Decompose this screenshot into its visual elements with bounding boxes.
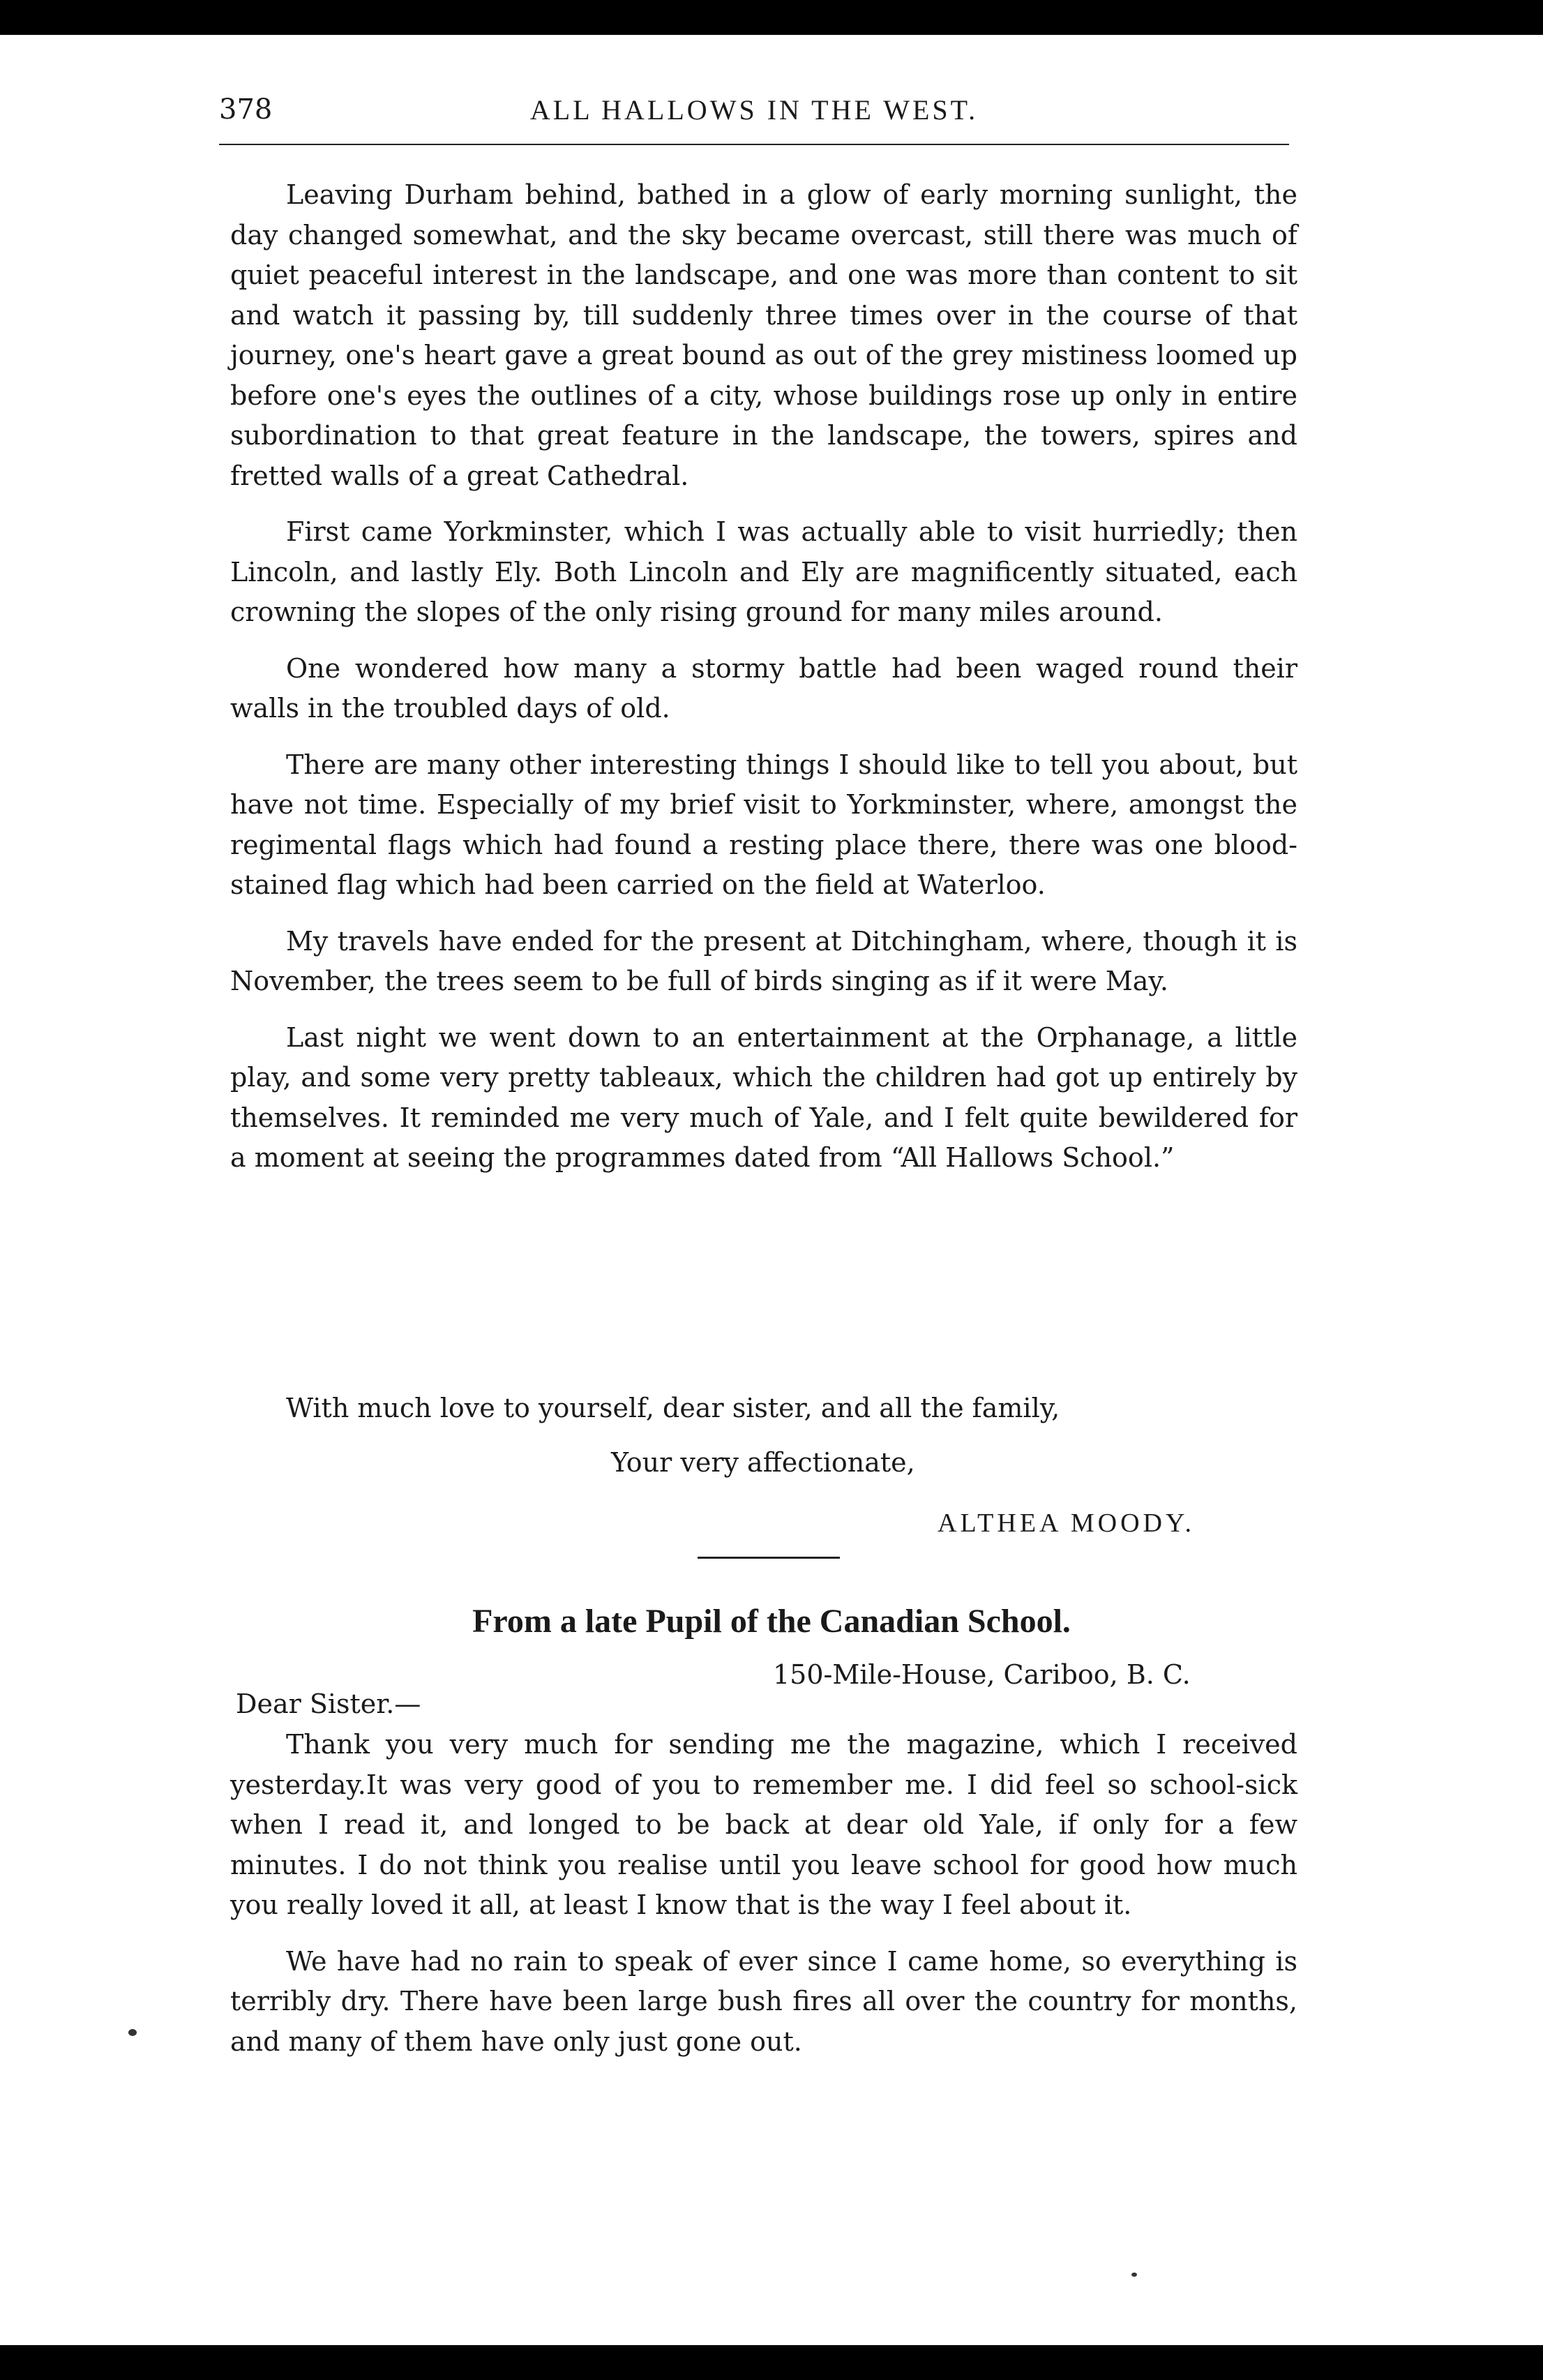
valediction: Your very affectionate, bbox=[611, 1447, 915, 1478]
running-title: ALL HALLOWS IN THE WEST. bbox=[529, 94, 979, 126]
second-letter-body bbox=[230, 1725, 1297, 2078]
signature: ALTHEA MOODY. bbox=[938, 1509, 1196, 1538]
paragraph: Last night we went down to an entertainment at the Orphanage, a little play, and some very pretty tableaux, which the children had got up entirely by themselves. It reminded me very much of Yale, and I felt quite bewildered for a moment at seeing the programmes dated from “All Hallows School.” bbox=[230, 1021, 1297, 1173]
letter-address: 150-Mile-House, Cariboo, B. C. bbox=[773, 1659, 1191, 1690]
page-number: 378 bbox=[219, 93, 273, 126]
header-rule bbox=[219, 144, 1289, 145]
paragraph: Leaving Durham behind, bathed in a glow of early morning sunlight, the day changed somewhat, and the sky became overcast, still there was much of quiet peaceful interest in the landscape, and one was more than content to sit and watch it passing by, till suddenly three times over in the course of that journey, one's heart gave a great bound as out of the grey mistiness loomed up before one's eyes the outlines of a city, whose buildings rose up only in entire subordination to that great feature in the landscape, the towers, spires and fretted walls of a great Cathedral. bbox=[230, 179, 1297, 491]
paragraph: One wondered how many a stormy battle had been waged round their walls in the troubled days of old. bbox=[230, 652, 1297, 724]
section-divider bbox=[698, 1557, 840, 1559]
paragraph: We have had no rain to speak of ever since I came home, so everything is terribly dry. There have been large bush fires all over the country for months, and many of them have only just gone out. bbox=[230, 1945, 1297, 2057]
top-border-bar bbox=[0, 0, 1543, 35]
paragraph: First came Yorkminster, which I was actually able to visit hurriedly; then Lincoln, and lastly Ely. Both Lincoln and Ely are magnificently situated, each crowning the slopes of the only rising ground for many miles around. bbox=[230, 516, 1297, 627]
paragraph: My travels have ended for the present at Ditchingham, where, though it is November, the trees seem to be full of birds singing as if it were May. bbox=[230, 925, 1297, 996]
paragraph: There are many other interesting things I should like to tell you about, but have not time. Especially of my brief visit to Yorkminster, where, amongst the regimental flags which had found a resting place there, there was one blood-stained flag which had been carried on the field at Waterloo. bbox=[230, 749, 1297, 900]
section-heading: From a late Pupil of the Canadian School. bbox=[472, 1603, 1071, 1640]
print-speck bbox=[1131, 2273, 1137, 2277]
closing-line: With much love to yourself, dear sister, and all the family, bbox=[286, 1393, 1060, 1423]
salutation: Dear Sister.— bbox=[236, 1689, 421, 1719]
paragraph: Thank you very much for sending me the magazine, which I received yesterday.It was very good of you to remember me. I did feel so school-sick when I read it, and longed to be back at dear old Yale, if only for a few minutes. I do not think you realise until you leave school for good how much you really loved it all, at least I know that is the way I feel about it. bbox=[230, 1729, 1297, 1920]
print-speck bbox=[128, 2029, 137, 2036]
page-header bbox=[219, 89, 1289, 131]
first-letter-body bbox=[230, 175, 1297, 1195]
bottom-border-bar bbox=[0, 2345, 1543, 2380]
